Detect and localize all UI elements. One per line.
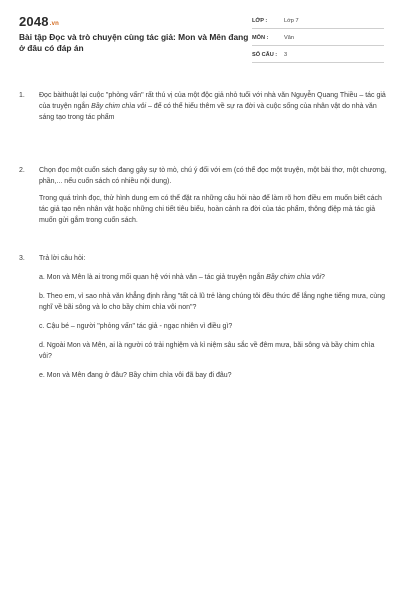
page-title: Bài tập Đọc và trò chuyện cùng tác giả: Mon và Mên đang ở đâu có đáp án bbox=[19, 32, 249, 53]
question-paragraph: Trong quá trình đọc, thử hình dung em có thể đặt ra những câu hỏi nào để làm rõ hơn điều em muốn biết cách tác giả tạo nên nhân vật hoặc những chi tiết tiêu biểu, hoàn cảnh ra đời của tác phẩm, thông điệp mà tác giả muốn gửi gắm trong cuốn sách. bbox=[39, 195, 382, 224]
question-number: 2. bbox=[19, 167, 25, 174]
logo-main: 2048 bbox=[19, 14, 49, 29]
question-paragraph: Chọn đọc một cuốn sách đang gây sự tò mò, chú ý đối với em (có thể đọc một truyện, một bài thơ, một chương, phần,... nếu cuốn sách có nhiều nội dung). bbox=[39, 167, 387, 185]
text-segment: a. Mon và Mên là ai trong mối quan hệ với nhà văn – tác giả truyện ngắn bbox=[39, 274, 267, 281]
question-number: 3. bbox=[19, 255, 25, 262]
question-intro: Trả lời câu hỏi: bbox=[39, 255, 86, 262]
meta-row-count bbox=[252, 48, 384, 63]
question-body bbox=[39, 165, 387, 232]
meta-info-box bbox=[252, 14, 384, 65]
logo-sub: .vn bbox=[49, 21, 60, 27]
question-body bbox=[39, 90, 387, 129]
text-segment: Đọc bàithuật lại cuộc "phỏng vấn" rất thú vị của một độc giả nhỏ tuổi với nhà văn Nguyễn Quang Thiều – tác giả của truyện ngắn bbox=[39, 92, 386, 110]
meta-value: Văn bbox=[284, 35, 294, 41]
meta-value: Lớp 7 bbox=[284, 18, 299, 24]
work-title: Bầy chim chìa vôi bbox=[266, 274, 322, 281]
text-segment: – để có thể hiểu thêm về sự ra đời và cuộc sống của nhân vật do nhà văn sáng tạo trong tác phẩm bbox=[39, 103, 377, 121]
work-title: Bầy chim chìa vôi bbox=[91, 103, 147, 110]
question-3 bbox=[19, 253, 387, 389]
meta-row-subject bbox=[252, 31, 384, 46]
meta-row-class bbox=[252, 14, 384, 29]
sub-question-e: e. Mon và Mên đang ở đâu? Bầy chim chìa vôi đã bay đi đâu? bbox=[39, 372, 232, 379]
text-segment: ? bbox=[321, 274, 325, 281]
sub-question-d: d. Ngoài Mon và Mên, ai là người có trải nghiệm và kỉ niệm sâu sắc về đêm mưa, bãi sông và bầy chim chìa vôi? bbox=[39, 342, 375, 360]
question-number: 1. bbox=[19, 92, 25, 99]
question-1 bbox=[19, 90, 387, 129]
question-2 bbox=[19, 165, 387, 232]
meta-label: MÔN : bbox=[252, 35, 269, 41]
sub-question-b: b. Theo em, vì sao nhà văn khẳng định rằng "tất cả lũ trẻ làng chúng tôi đều thức để lắng nghe tiếng mưa, cùng nghĩ về bãi sông và lo cho bầy chim chìa vôi non"? bbox=[39, 293, 386, 311]
meta-value: 3 bbox=[284, 52, 288, 58]
question-body bbox=[39, 253, 387, 389]
sub-question-c: c. Cậu bé – người "phỏng vấn" tác giả - ngạc nhiên vì điều gì? bbox=[39, 323, 233, 330]
site-logo[interactable] bbox=[19, 14, 59, 29]
meta-label: SỐ CÂU : bbox=[252, 52, 278, 58]
sub-question-a bbox=[39, 272, 387, 283]
meta-label: LỚP : bbox=[252, 18, 268, 24]
question-text bbox=[39, 90, 387, 123]
